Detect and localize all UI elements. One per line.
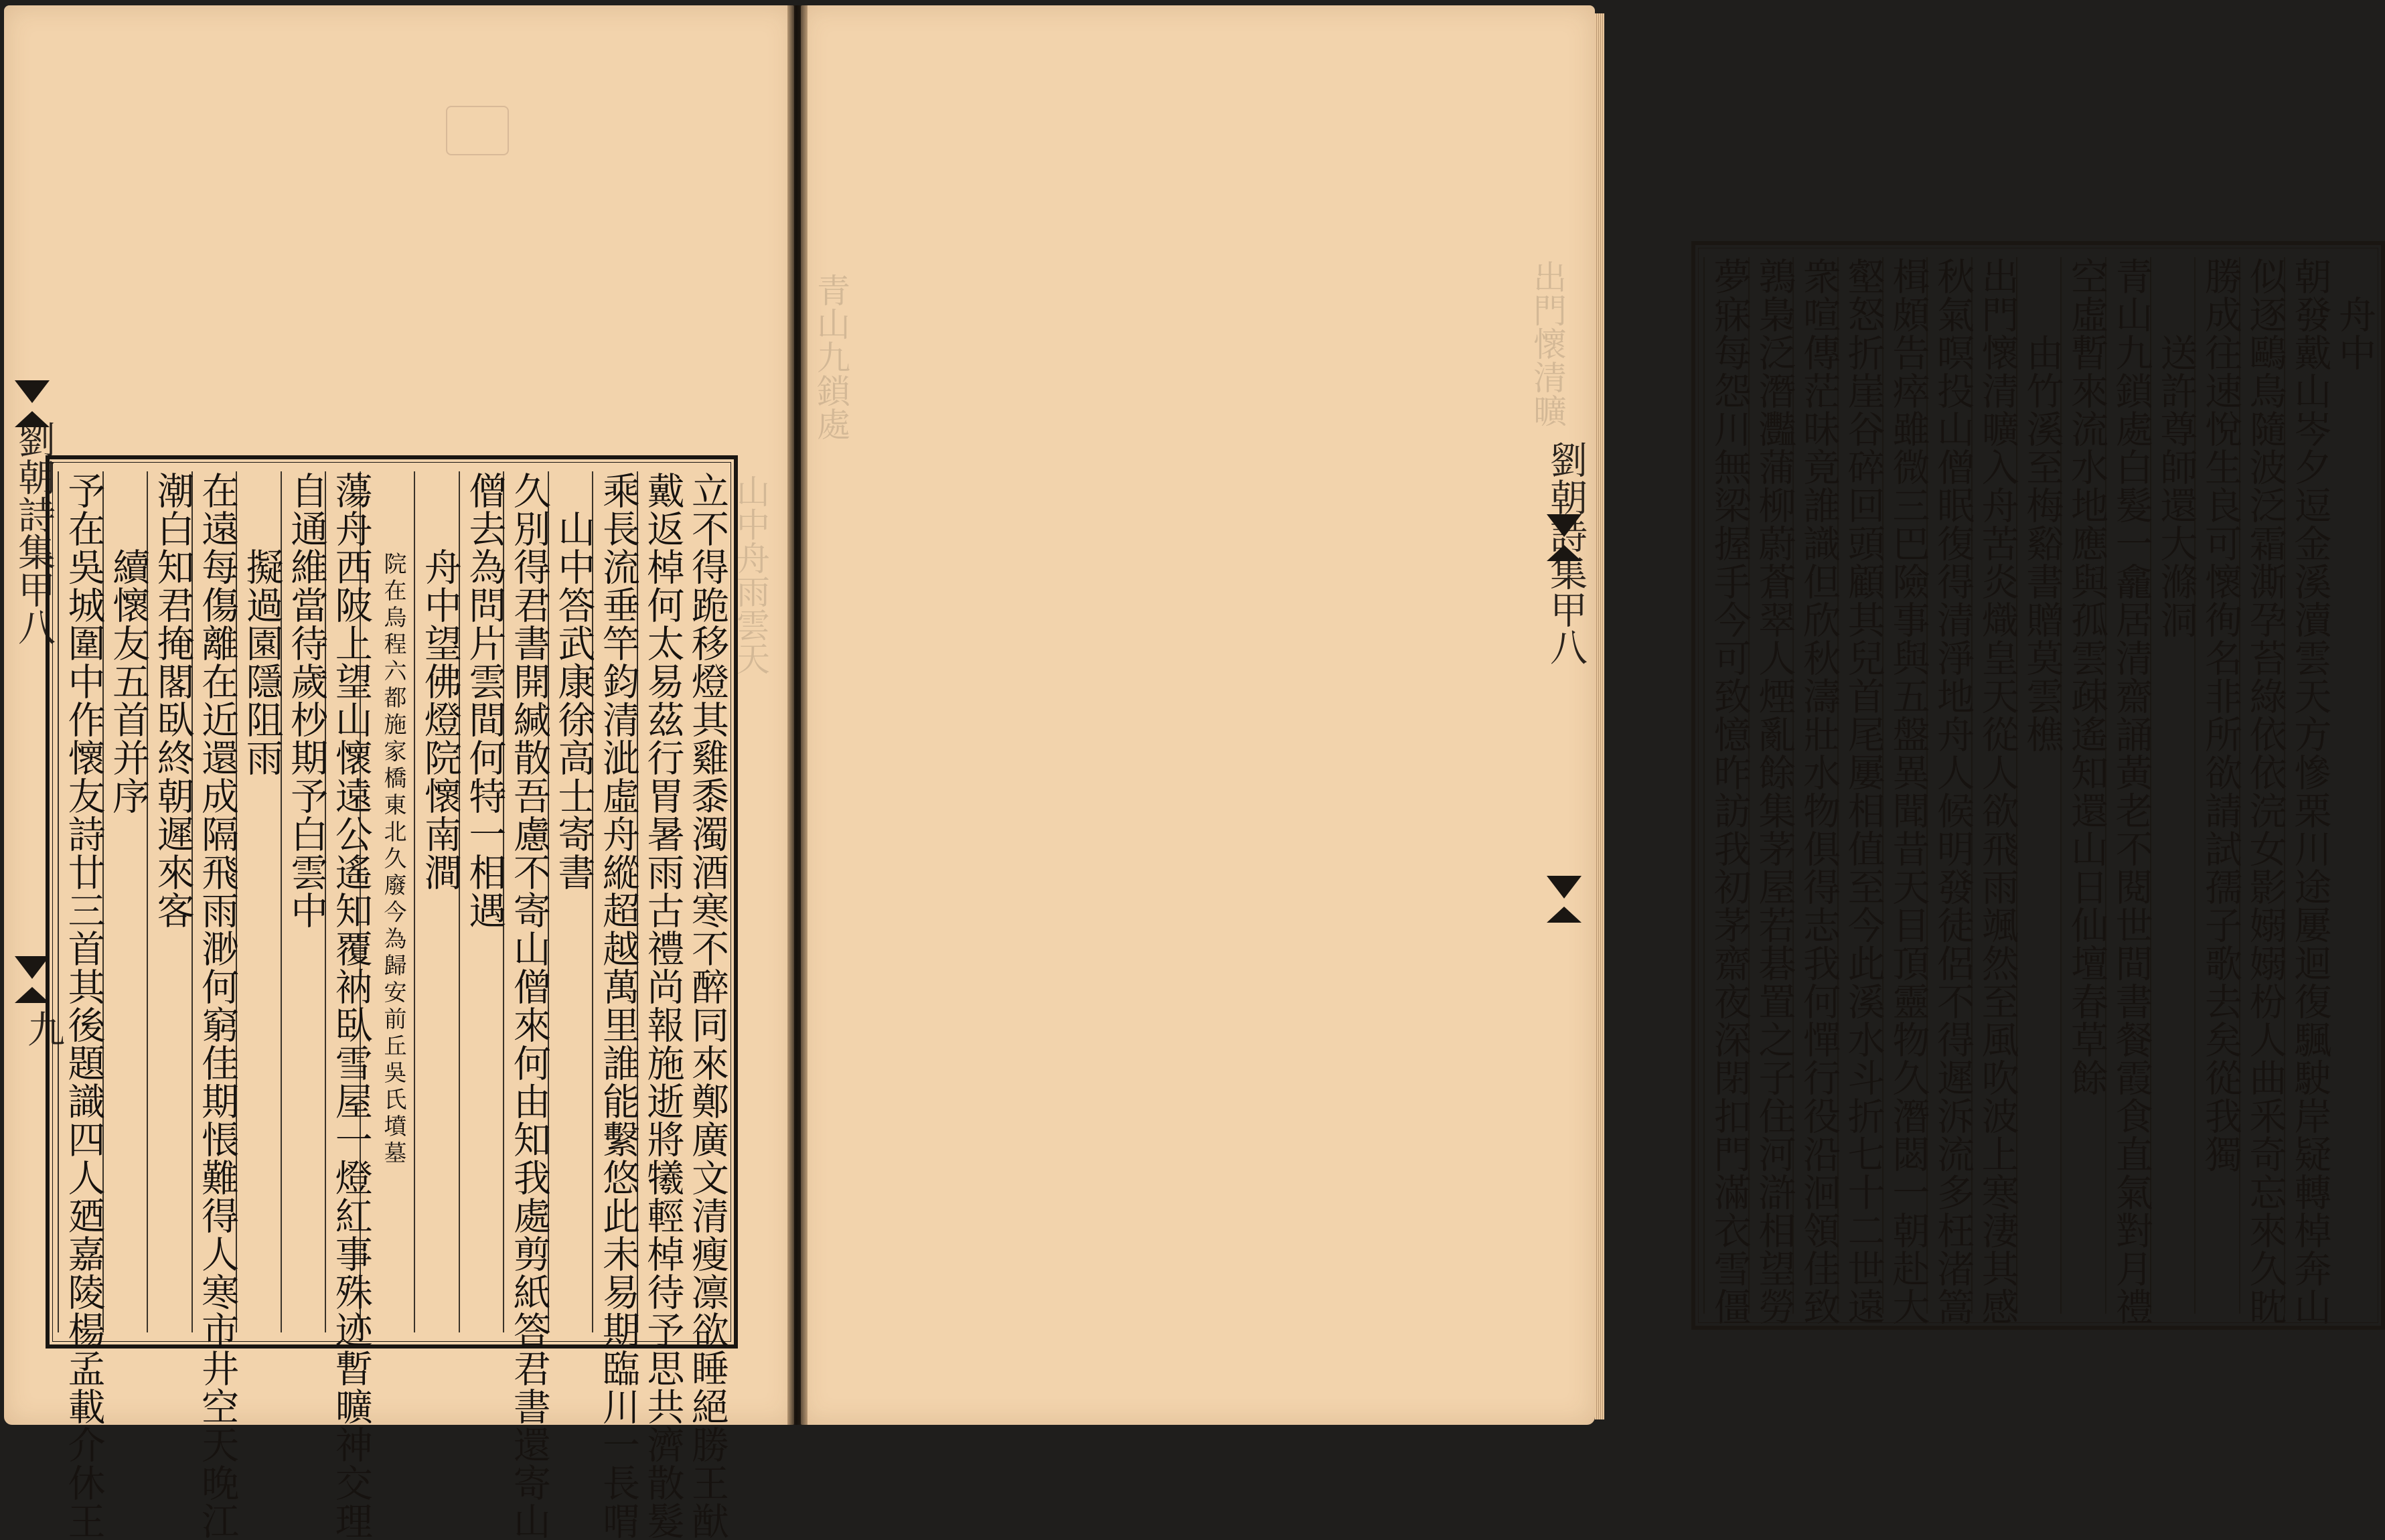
text-column: 衆喧傳茫昧竟誰識但欣秋濤壯水物俱得志我何憚行役沿洄領佳致 — [1792, 257, 1837, 1314]
text-column: 空虛暫來流水地應與孤雲疎遙知還山日仙壇春草餘 — [2060, 257, 2105, 1314]
text-column: 戴返棹何太易茲行胃暑雨古禮尚報施逝將犧輕棹待予思共濟散髮 — [637, 471, 682, 1332]
text-column: 秋氣暝投山僧眠復得清淨地舟人候明發徒侶不得遲泝流多枉渚篙 — [1926, 257, 1971, 1314]
text-column: 潮白知君掩閣臥終朝遲來客 — [147, 471, 191, 1332]
right-page — [801, 5, 2376, 1425]
text-column: 楫頗告瘁雖微三巴險事與五盤異聞昔天目頂靈物久潛閟一朝赴大 — [1882, 257, 1927, 1314]
text-column: 院在烏程六都施家橋東北久廢今為歸安前丘吳氏墳墓 — [360, 471, 414, 1332]
text-column: 由竹溪至梅谿書贈莫雲樵 — [2016, 257, 2061, 1314]
text-column: 蕩舟西陂上望山懷遠公遙知覆衲臥雪屋一燈紅事殊迹暫曠神交理 — [325, 471, 370, 1332]
book-gutter — [787, 5, 807, 1425]
text-column: 勝成往速悅生良可懷徇名非所欲請試孺子歌去矣從我獨 — [2194, 257, 2239, 1314]
bleed-through-text: 出門懷清曠 — [1528, 260, 1567, 427]
text-column: 予在吳城圍中作懷友詩廿三首其後題識四人廼嘉陵楊孟載介休王 — [58, 471, 102, 1332]
text-column: 鶉梟泛潛灩蒲柳蔚蒼翠人煙亂餘集茅屋若碁置之子住河滸相望勞 — [1748, 257, 1793, 1314]
lower-fish-tail-mark — [1547, 876, 1582, 923]
text-column: 送許尊師還大滌洞 — [2150, 257, 2195, 1314]
text-column: 立不得跪移燈其雞黍濁酒寒不醉同來鄭廣文清瘦凛欲睡絕勝王猷 — [686, 471, 729, 1540]
text-column: 舟中 — [2333, 257, 2376, 372]
right-margin-title: 劉朝詩集甲八 — [1544, 441, 1588, 666]
left-folio-number: 九 — [21, 1010, 65, 1047]
text-column: 似逐鷗鳥隨波泛霜澌孕苔綠依依浣女影嫋嫋枌人曲釆奇忘來久眈 — [2239, 257, 2284, 1314]
text-column: 乘長流垂竿鈞清泚虛舟縱超越萬里誰能繫悠此未易期臨川一長喟 — [592, 471, 637, 1332]
text-column: 舟中望佛燈院懷南澗 — [414, 471, 459, 1332]
text-column: 壑怒折崖谷碎回頭顧其兒首尾屢相值至今此溪水斗折七十二世遠 — [1837, 257, 1882, 1314]
right-text-frame — [1691, 241, 2385, 1330]
text-column: 朝發戴山岑夕逗金溪瀆雲天方慘栗川途屢迴復颿駛岸疑轉棹奔山 — [2284, 257, 2329, 1314]
text-column: 山中答武康徐高士寄書 — [548, 471, 593, 1332]
bleed-through-text: 青山九鎖處 — [812, 273, 850, 441]
text-column: 在遠每傷離在近還成隔飛雨渺何窮佳期悵難得人寒市井空天晚江 — [191, 471, 236, 1332]
text-column: 續懷友五首并序 — [102, 471, 147, 1332]
left-page — [4, 5, 794, 1540]
upper-fish-tail-mark — [1547, 514, 1582, 561]
text-column: 久別得君書開緘散吾慮不寄山僧來何由知我處剪紙答君書還寄山 — [503, 471, 548, 1332]
faded-seal — [446, 106, 509, 155]
text-column: 自通維當待歲杪期予白雲中 — [281, 471, 325, 1332]
text-column: 擬過園隱阻雨 — [236, 471, 281, 1332]
text-column: 青山九鎖處白髮一龕居清齋誦黃老不閱世間書餐霞食直氣對月禮 — [2105, 257, 2150, 1314]
text-column: 夢寐每怨川無梁握手今可致憶昨訪我初茅齋夜深閉扣門滿衣雪僵 — [1703, 257, 1748, 1314]
bleed-through-text: 山中舟雨雲天 — [731, 474, 770, 675]
left-text-frame — [46, 455, 738, 1540]
text-column: 出門懷清曠入舟苦炎熾皇天從人欲飛雨颯然至風吹波上寒淒其感 — [1971, 257, 2016, 1314]
left-margin-title: 劉朝詩集甲八 — [12, 420, 56, 645]
lower-fish-tail-mark — [15, 956, 50, 1003]
upper-fish-tail-mark — [15, 380, 50, 427]
text-column: 僧去為問片雲間何特一相遇 — [459, 471, 504, 1332]
page-edges — [1595, 13, 1604, 1419]
